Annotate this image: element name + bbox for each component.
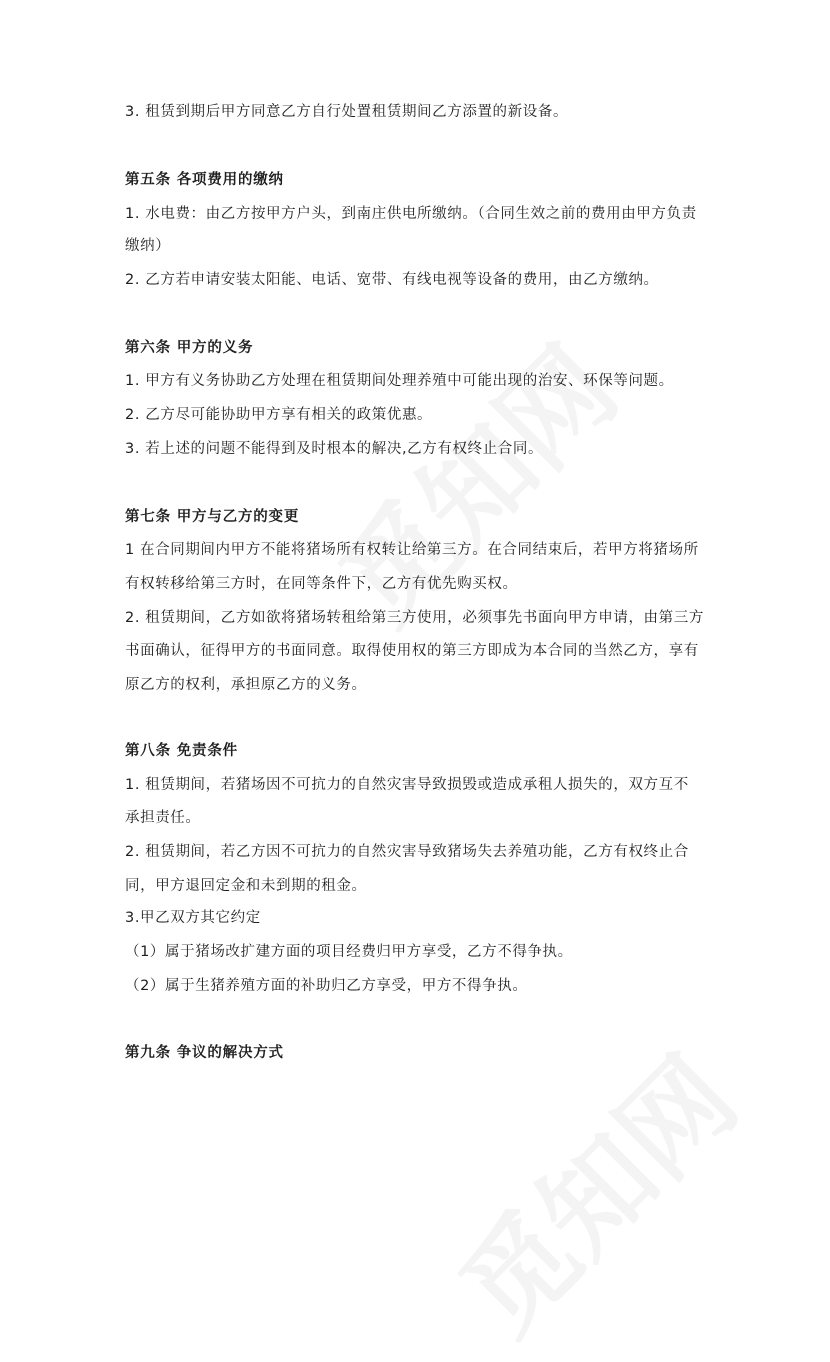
doc-line: 2. 租赁期间，乙方如欲将猪场转租给第三方使用，必须事先书面向甲方申请，由第三方 bbox=[125, 610, 704, 626]
doc-line: 1. 租赁期间，若猪场因不可抗力的自然灾害导致损毁或造成承租人损失的，双方互不 bbox=[125, 777, 689, 793]
watermark-text-1 bbox=[300, 307, 645, 652]
section-heading: 第九条 争议的解决方式 bbox=[125, 1045, 284, 1061]
watermark-text-2 bbox=[420, 1017, 765, 1362]
doc-line: 缴纳） bbox=[125, 238, 171, 254]
doc-line: 1. 甲方有义务协助乙方处理在租赁期间处理养殖中可能出现的治安、环保等问题。 bbox=[125, 373, 674, 389]
doc-line: 2. 租赁期间，若乙方因不可抗力的自然灾害导致猪场失去养殖功能，乙方有权终止合 bbox=[125, 844, 689, 860]
section-heading: 第七条 甲方与乙方的变更 bbox=[125, 509, 300, 525]
doc-line: （1）属于猪场改扩建方面的项目经费归甲方享受，乙方不得争执。 bbox=[125, 944, 573, 960]
doc-line: 1. 水电费：由乙方按甲方户头，到南庄供电所缴纳。（合同生效之前的费用由甲方负责 bbox=[125, 206, 697, 222]
doc-line: 3.甲乙双方其它约定 bbox=[125, 910, 261, 926]
doc-line: 有权转移给第三方时，在同等条件下，乙方有优先购买权。 bbox=[125, 576, 518, 592]
doc-line: 2. 乙方若申请安装太阳能、电话、宽带、有线电视等设备的费用，由乙方缴纳。 bbox=[125, 272, 659, 288]
doc-line: 同，甲方退回定金和未到期的租金。 bbox=[125, 878, 367, 894]
doc-line: 1 在合同期间内甲方不能将猪场所有权转让给第三方。在合同结束后，若甲方将猪场所 bbox=[125, 542, 699, 558]
doc-line: 3. 若上述的问题不能得到及时根本的解决,乙方有权终止合同。 bbox=[125, 441, 544, 457]
doc-line: 原乙方的权利，承担原乙方的义务。 bbox=[125, 677, 367, 693]
section-heading: 第五条 各项费用的缴纳 bbox=[125, 172, 284, 188]
doc-line: 书面确认，征得甲方的书面同意。取得使用权的第三方即成为本合同的当然乙方，享有 bbox=[125, 643, 699, 659]
doc-line: 承担责任。 bbox=[125, 810, 201, 826]
doc-line: 3. 租赁到期后甲方同意乙方自行处置租赁期间乙方添置的新设备。 bbox=[125, 104, 569, 120]
doc-line: 2. 乙方尽可能协助甲方享有相关的政策优惠。 bbox=[125, 407, 433, 423]
doc-line: （2）属于生猪养殖方面的补助归乙方享受，甲方不得争执。 bbox=[125, 978, 528, 994]
section-heading: 第六条 甲方的义务 bbox=[125, 340, 254, 356]
section-heading: 第八条 免责条件 bbox=[125, 743, 238, 759]
